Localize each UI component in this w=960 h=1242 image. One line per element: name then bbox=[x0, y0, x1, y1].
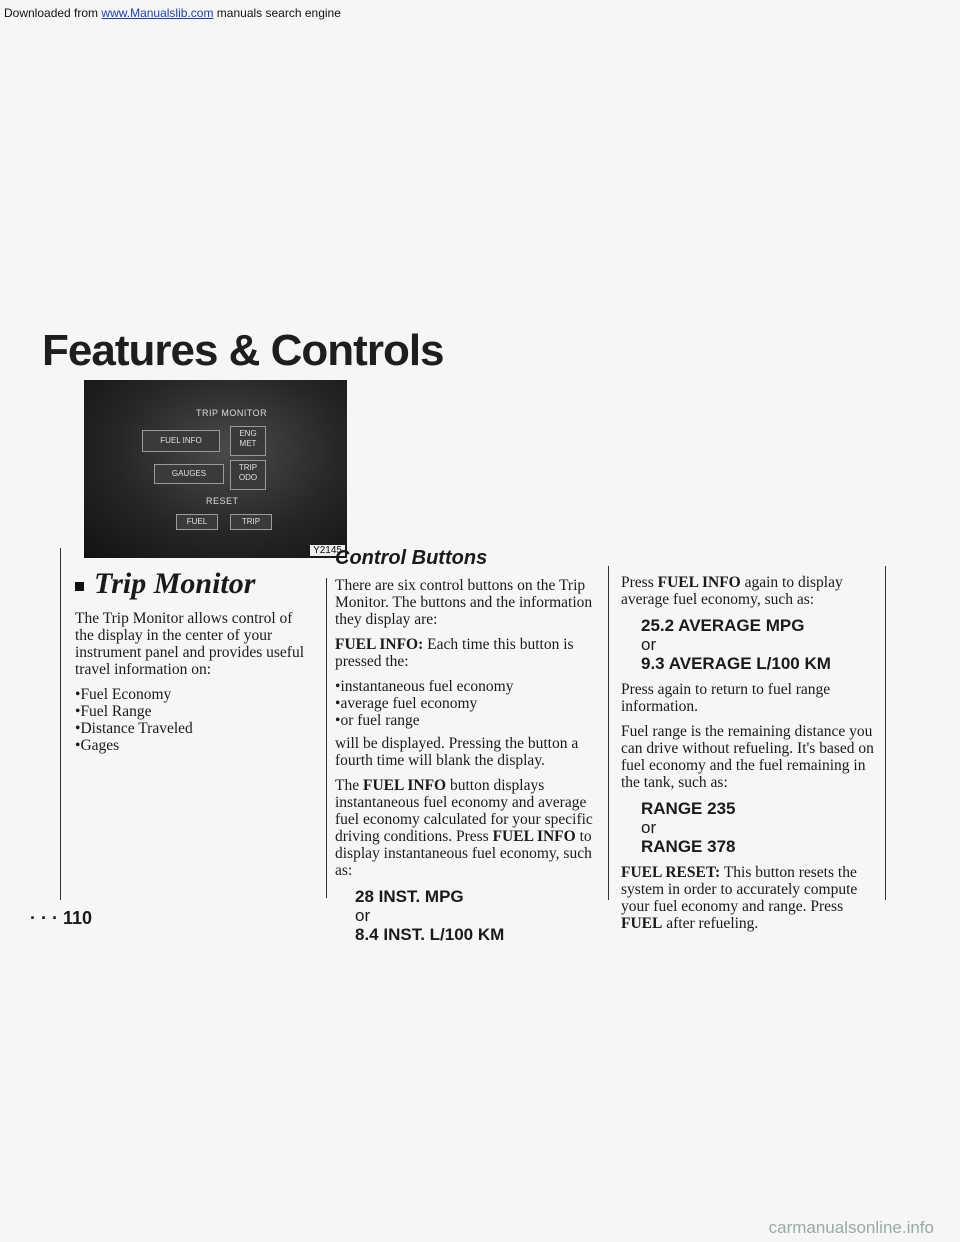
after-list-text: will be displayed. Pressing the button a fourth time will blank the display. bbox=[335, 735, 579, 769]
column-rule-left bbox=[60, 548, 61, 900]
fuel-reset-paragraph: FUEL RESET: This button resets the system in order to accurately compute your fuel economy and range. Press FUEL after refueling. bbox=[621, 864, 858, 932]
footer-watermark: carmanualsonline.info bbox=[768, 1218, 934, 1237]
photo-header-label: TRIP MONITOR bbox=[196, 408, 268, 418]
trip-monitor-section bbox=[75, 568, 315, 762]
list-item: • Distance Traveled bbox=[75, 720, 315, 737]
list-item: • Gages bbox=[75, 737, 315, 754]
figure-id: Y2145 bbox=[310, 545, 345, 556]
fuel-info-continued-section bbox=[621, 574, 881, 940]
column-rule-far-right bbox=[885, 566, 886, 900]
average-economy-example: 25.2 AVERAGE MPG or 9.3 AVERAGE L/100 KM bbox=[641, 616, 831, 673]
column-rule-middle bbox=[326, 578, 327, 898]
photo-eng-met-button: ENG MET bbox=[230, 426, 266, 456]
trip-monitor-list bbox=[75, 686, 315, 754]
list-item: • instantaneous fuel economy bbox=[335, 678, 600, 695]
list-item: • or fuel range bbox=[335, 712, 600, 729]
control-buttons-section bbox=[335, 547, 600, 952]
range-example: RANGE 235 or RANGE 378 bbox=[641, 799, 736, 856]
control-buttons-heading: Control Buttons bbox=[335, 547, 488, 569]
fuel-info-list bbox=[335, 678, 600, 729]
banner-prefix: Downloaded from bbox=[4, 6, 99, 20]
list-item: • Fuel Economy bbox=[75, 686, 315, 703]
instant-economy-example: 28 INST. MPG or 8.4 INST. L/100 KM bbox=[355, 887, 505, 944]
fuel-range-paragraph: Fuel range is the remaining distance you can drive without refueling. It's based on fuel economy and the fuel remaining in the tank, such as: bbox=[621, 723, 874, 791]
return-range-paragraph: Press again to return to fuel range information. bbox=[621, 681, 831, 715]
page-title: Features & Controls bbox=[42, 326, 444, 375]
control-buttons-intro: There are six control buttons on the Trip Monitor. The buttons and the information they display are: bbox=[335, 577, 593, 628]
manualslib-link[interactable]: www.Manualslib.com bbox=[101, 6, 214, 20]
photo-trip-odo-button: TRIP ODO bbox=[230, 460, 266, 490]
heading-square-icon bbox=[75, 582, 84, 591]
trip-monitor-photo bbox=[84, 380, 347, 558]
photo-fuel-info-button: FUEL INFO bbox=[142, 430, 220, 452]
column-rule-right bbox=[608, 566, 609, 900]
trip-monitor-heading: Trip Monitor bbox=[75, 568, 315, 600]
fuel-info-paragraph: FUEL INFO: Each time this button is pressed the: bbox=[335, 636, 574, 670]
list-item: • average fuel economy bbox=[335, 695, 600, 712]
photo-fuel-button: FUEL bbox=[176, 514, 218, 530]
photo-reset-label: RESET bbox=[206, 496, 239, 506]
photo-trip-button: TRIP bbox=[230, 514, 272, 530]
fuel-info-detail: The FUEL INFO button displays instantaneous fuel economy and average fuel economy calculated for your specific driving conditions. Press FUEL INFO to display instantaneous fuel economy, such as: bbox=[335, 777, 593, 879]
page-number: · · · 110 bbox=[30, 908, 93, 928]
download-banner bbox=[4, 6, 341, 20]
average-economy-paragraph: Press FUEL INFO again to display average fuel economy, such as: bbox=[621, 574, 843, 608]
photo-gauges-button: GAUGES bbox=[154, 464, 224, 484]
banner-suffix: manuals search engine bbox=[216, 6, 341, 20]
list-item: • Fuel Range bbox=[75, 703, 315, 720]
trip-monitor-intro: The Trip Monitor allows control of the display in the center of your instrument panel and provides useful travel information on: bbox=[75, 610, 305, 678]
